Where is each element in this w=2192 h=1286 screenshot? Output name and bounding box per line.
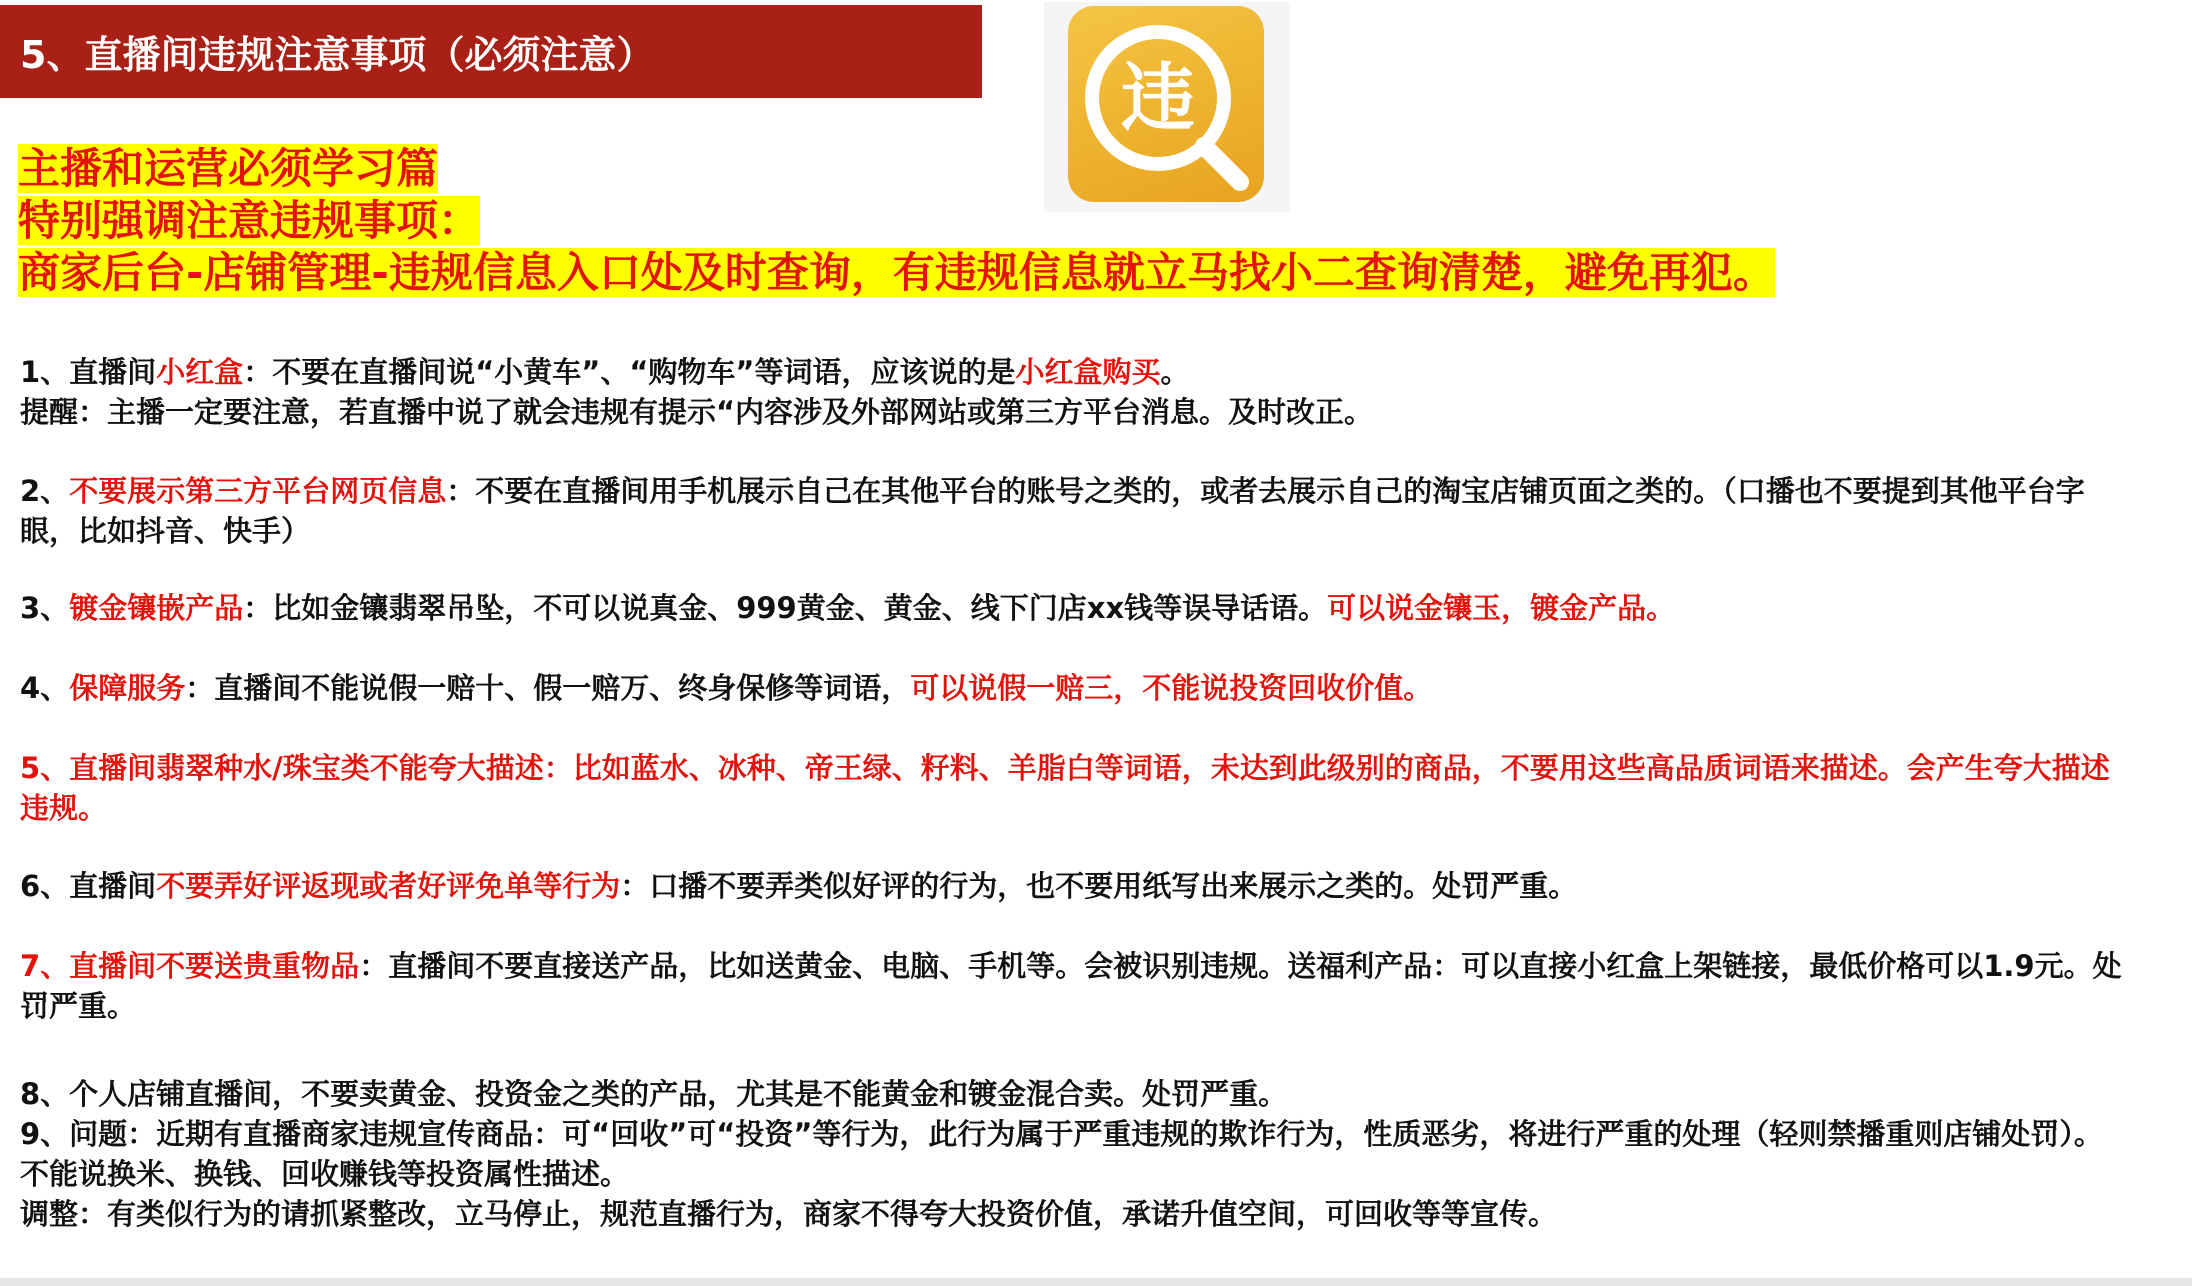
rule-1-prefix: 1、直播间 (20, 355, 157, 389)
rule-1-text: ：不要在直播间说“小黄车”、“购物车”等词语，应该说的是 (243, 355, 1016, 389)
rule-2-line (20, 471, 2128, 551)
rule-item-3 (20, 588, 2128, 628)
rule-3-prefix: 3、 (20, 591, 70, 625)
rule-9-adjust: 调整：有类似行为的请抓紧整改，立马停止，规范直播行为，商家不得夸大投资价值，承诺升值空间，可回收等等宣传。 (20, 1197, 1558, 1231)
rule-2-text: ：不要在直播间用手机展示自己在其他平台的账号之类的，或者去展示自己的淘宝店铺页面之类的。（口播也不要提到其他平台字眼，比如抖音、快手） (20, 474, 2085, 548)
rule-7-text: ：直播间不要直接送产品，比如送黄金、电脑、手机等。会被识别违规。送福利产品：可以直接小红盒上架链接，最低价格可以1.9元。处罚严重。 (20, 949, 2122, 1023)
rule-6-keyword: 不要弄好评返现或者好评免单等行为 (156, 869, 621, 903)
rule-3-text: ：比如金镶翡翠吊坠，不可以说真金、999黄金、黄金、线下门店xx钱等误导话语。 (243, 591, 1328, 625)
rule-3-keyword: 镀金镶嵌产品 (69, 591, 244, 625)
rule-3-allowed-phrase: 可以说金镶玉，镀金产品。 (1327, 591, 1676, 625)
highlight-line (18, 143, 1775, 195)
rule-item-6 (20, 866, 2128, 906)
rule-item-2 (20, 471, 2128, 551)
rule-4-prefix: 4、 (20, 671, 70, 705)
rule-3-line (20, 588, 2128, 628)
rule-item-1 (20, 352, 2128, 432)
rule-1-line (20, 352, 2128, 392)
rule-1-end: 。 (1160, 355, 1190, 389)
rule-1-note: 提醒：主播一定要注意，若直播中说了就会违规有提示“内容涉及外部网站或第三方平台消息。及时改正。 (20, 395, 1374, 429)
section-header-bar (0, 5, 982, 98)
section-title: 5、直播间违规注意事项（必须注意） (20, 33, 655, 77)
rule-4-keyword: 保障服务 (69, 671, 186, 705)
rule-6-line (20, 866, 2128, 906)
rule-item-8 (20, 1074, 2128, 1114)
rule-2-keyword: 不要展示第三方平台网页信息 (69, 474, 447, 508)
highlight-text-1: 主播和运营必须学习篇 (18, 144, 439, 193)
rule-5-line: 5、直播间翡翠种水/珠宝类不能夸大描述：比如蓝水、冰种、帝王绿、籽料、羊脂白等词语，未达到此级别的商品，不要用这些高品质词语来描述。会产生夸大描述违规。 (20, 751, 2110, 825)
rule-4-text: ：直播间不能说假一赔十、假一赔万、终身保修等词语， (185, 671, 911, 705)
highlight-text-3: 商家后台-店铺管理-违规信息入口处及时查询，有违规信息就立马找小二查询清楚，避免再犯。 (18, 248, 1775, 297)
rule-1-correct-phrase: 小红盒购买 (1015, 355, 1161, 389)
rule-item-4 (20, 668, 2128, 708)
rule-item-5 (20, 748, 2128, 828)
rule-7-line (20, 946, 2128, 1026)
rule-4-allowed-phrase: 可以说假一赔三，不能说投资回收价值。 (910, 671, 1433, 705)
highlight-line (18, 195, 1775, 247)
rule-item-9 (20, 1114, 2128, 1234)
rule-2-prefix: 2、 (20, 474, 70, 508)
highlight-line (18, 247, 1775, 299)
rule-1-keyword: 小红盒 (156, 355, 244, 389)
rule-8-line: 8、个人店铺直播间，不要卖黄金、投资金之类的产品，尤其是不能黄金和镀金混合卖。处罚严重。 (20, 1077, 1288, 1111)
highlight-text-2: 特别强调注意违规事项： (18, 196, 481, 245)
logo-char: 违 (1121, 55, 1195, 141)
rule-9-line: 9、问题：近期有直播商家违规宣传商品：可“回收”可“投资”等行为，此行为属于严重违规的欺诈行为，性质恶劣，将进行严重的处理（轻则禁播重则店铺处罚）。不能说换米、换钱、回收赚钱等投资属性描述。 (20, 1117, 2103, 1191)
bottom-strip (0, 1278, 2192, 1286)
highlight-block (18, 143, 1775, 299)
rule-7-keyword: 7、直播间不要送贵重物品 (20, 949, 360, 983)
rule-6-prefix: 6、直播间 (20, 869, 157, 903)
rule-6-text: ：口播不要弄类似好评的行为，也不要用纸写出来展示之类的。处罚严重。 (620, 869, 1578, 903)
rule-item-7 (20, 946, 2128, 1026)
rule-4-line (20, 668, 2128, 708)
